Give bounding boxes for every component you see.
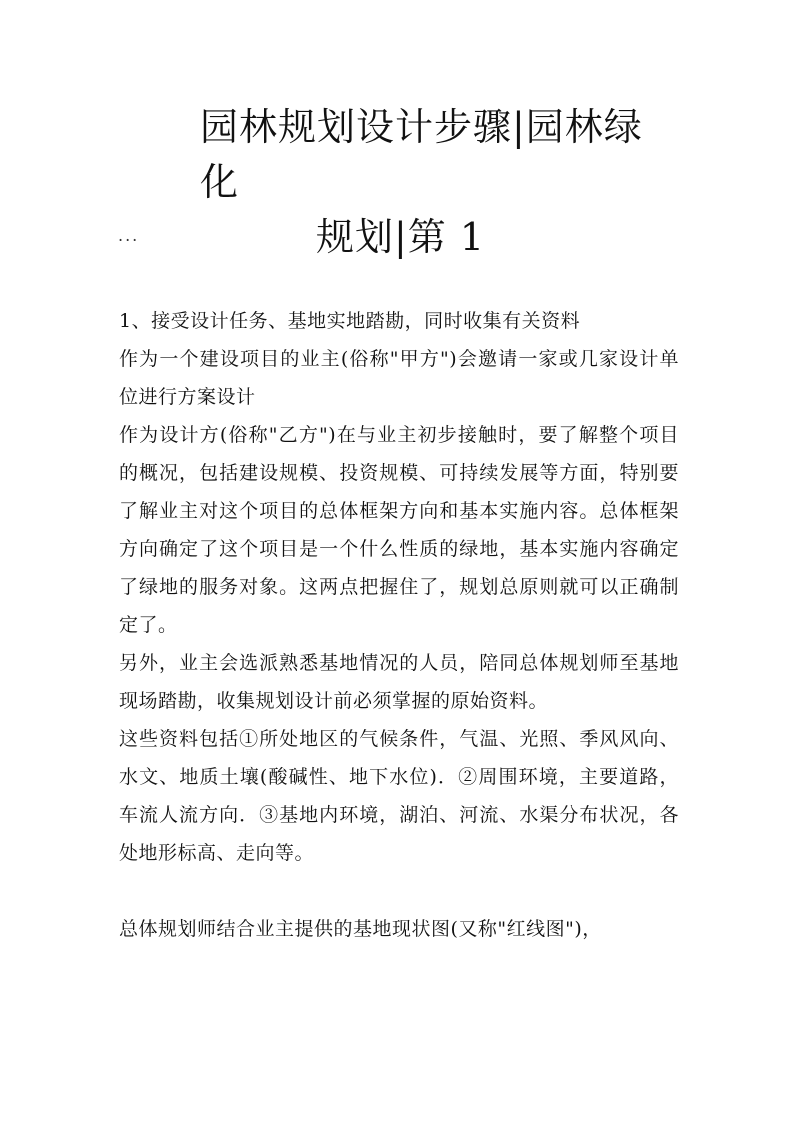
title-line-1: 园林规划设计步骤|园林绿化 [200, 105, 643, 204]
ellipsis-text: ... [118, 226, 140, 245]
paragraph-1: 1、接受设计任务、基地实地踏勘，同时收集有关资料 [119, 310, 581, 332]
document-body [119, 302, 679, 948]
title-line-2: 规划|第 1 [316, 215, 486, 259]
document-title [200, 100, 680, 265]
paragraph-4: 另外，业主会选派熟悉基地情况的人员，陪同总体规划师至基地现场踏勘，收集规划设计前必须掌握的原始资料。 [119, 652, 679, 712]
paragraph-3: 作为设计方(俗称"乙方")在与业主初步接触时，要了解整个项目的概况，包括建设规模、投资规模、可持续发展等方面，特别要了解业主对这个项目的总体框架方向和基本实施内容。总体框架方向确定了这个项目是一个什么性质的绿地，基本实施内容确定了绿地的服务对象。这两点把握住了，规划总原则就可以正确制定了。 [119, 424, 679, 636]
paragraph-2: 作为一个建设项目的业主(俗称"甲方")会邀请一家或几家设计单位进行方案设计 [119, 348, 679, 408]
paragraph-5: 这些资料包括①所处地区的气候条件，气温、光照、季风风向、水文、地质土壤(酸碱性、地下水位)．②周围环境，主要道路，车流人流方向．③基地内环境，湖泊、河流、水渠分布状况，各处地形标高、走向等。 [119, 728, 679, 864]
paragraph-6: 总体规划师结合业主提供的基地现状图(又称"红线图")， [119, 918, 602, 940]
